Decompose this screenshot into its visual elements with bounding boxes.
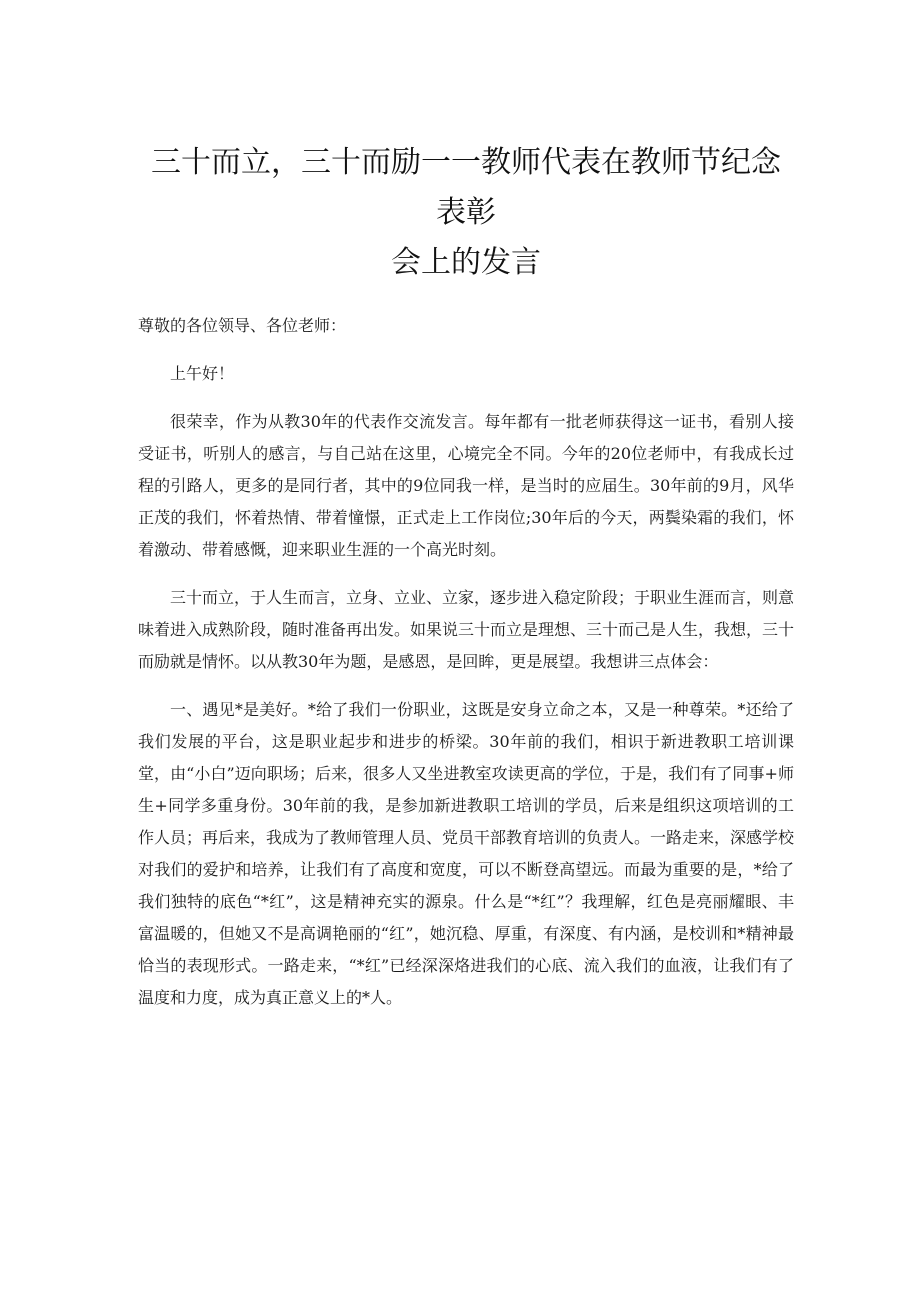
paragraph-2: 三十而立，于人生而言，立身、立业、立家，逐步进入稳定阶段；于职业生涯而言，则意味着进入成熟阶段，随时准备再出发。如果说三十而立是理想、三十而己是人生，我想，三十而励就是情怀。以从教30年为题，是感恩，是回眸，更是展望。我想讲三点体会： [138,588,795,671]
salutation: 尊敬的各位领导、各位老师： [138,316,347,335]
document-title [138,138,794,288]
title-line-1: 三十而立，三十而励一一教师代表在教师节纪念表彰 [151,145,781,230]
paragraph-1: 很荣幸，作为从教30年的代表作交流发言。每年都有一批老师获得这一证书，看别人接受证书，听别人的感言，与自己站在这里，心境完全不同。今年的20位老师中，有我成长过程的引路人，更多的是同行者，其中的9位同我一样，是当时的应届生。30年前的9月，风华正茂的我们，怀着热情、带着憧憬，正式走上工作岗位;30年后的今天，两鬓染霜的我们，怀着激动、带着感慨，迎来职业生涯的一个高光时刻。 [138,412,794,559]
greeting: 上午好！ [170,364,235,383]
document-page [138,138,794,1030]
title-line-2: 会上的发言 [391,245,541,280]
paragraph-3: 一、遇见*是美好。*给了我们一份职业，这既是安身立命之本，又是一种尊荣。*还给了我们发展的平台，这是职业起步和进步的桥梁。30年前的我们，相识于新进教职工培训课堂，由“小白”迈向职场；后来，很多人又坐进教室攻读更高的学位，于是，我们有了同事+师生+同学多重身份。30年前的我，是参加新进教职工培训的学员，后来是组织这项培训的工作人员；再后来，我成为了教师管理人员、党员干部教育培训的负责人。一路走来，深感学校对我们的爱护和培养，让我们有了高度和宽度，可以不断登高望远。而最为重要的是，*给了我们独特的底色“*红”，这是精神充实的源泉。什么是“*红”？我理解，红色是亮丽耀眼、丰富温暖的，但她又不是高调艳丽的“红”，她沉稳、厚重，有深度、有内涵，是校训和*精神最恰当的表现形式。一路走来，“*红”已经深深烙进我们的心底、流入我们的血液，让我们有了温度和力度，成为真正意义上的*人。 [138,700,795,1007]
